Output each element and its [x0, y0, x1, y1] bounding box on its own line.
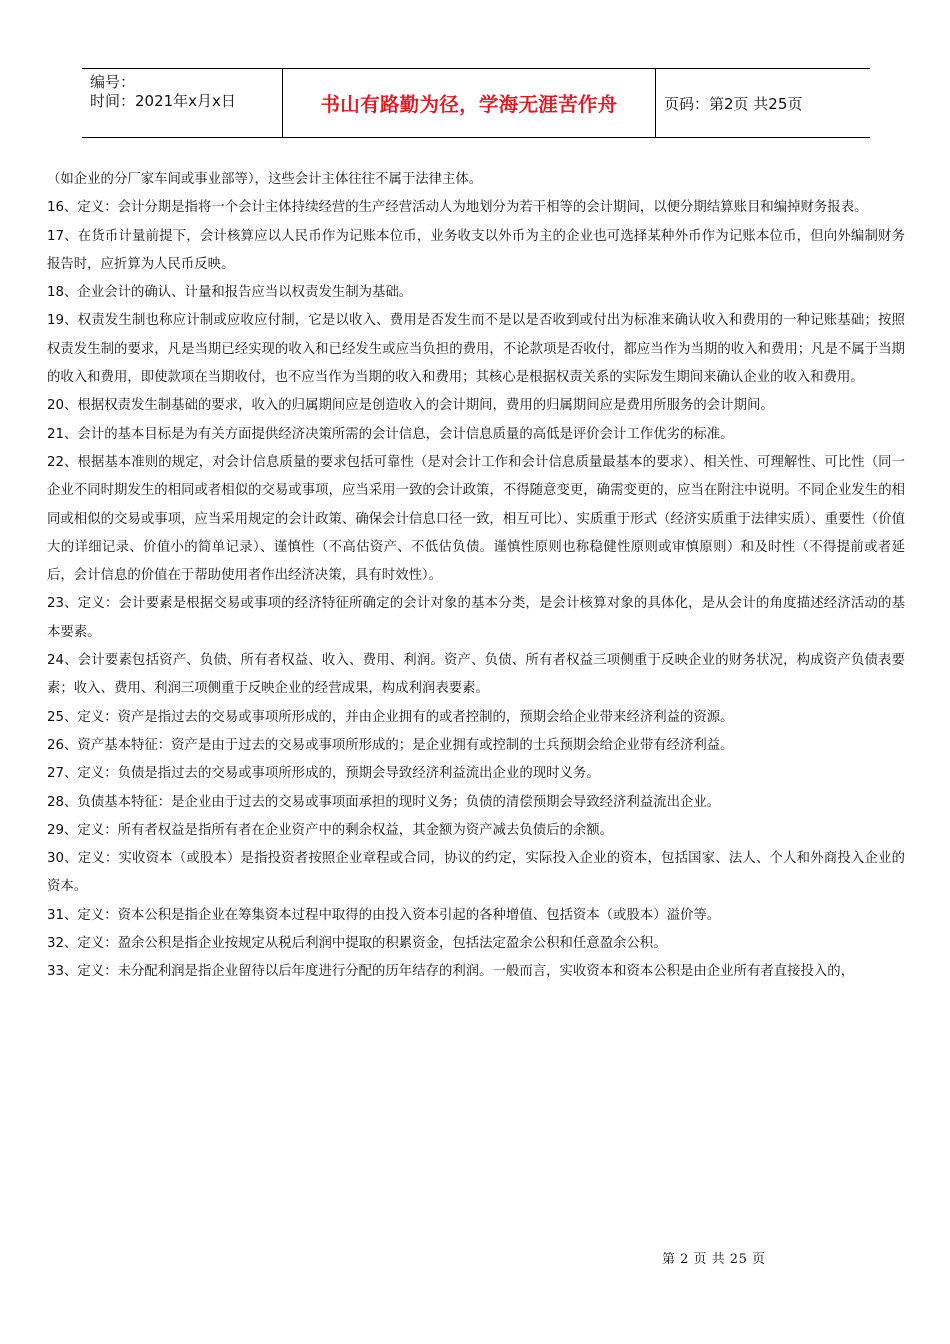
page-footer: 第 2 页 共 25 页: [662, 1252, 766, 1267]
paragraph: 32、定义：盈余公积是指企业按规定从税后利润中提取的积累资金，包括法定盈余公积和任意盈余公积。: [47, 936, 667, 952]
date-label: 时间：2021年x月x日: [90, 92, 236, 110]
paragraph: （如企业的分厂家车间或事业部等），这些会计主体往往不属于法律主体。: [47, 172, 483, 187]
document-body: [47, 166, 905, 987]
paragraph: 27、定义：负债是指过去的交易或事项所形成的，预期会导致经济利益流出企业的现时义务。: [47, 766, 600, 782]
paragraph: 23、定义：会计要素是根据交易或事项的经济特征所确定的会计对象的基本分类，是会计核算对象的具体化，是从会计的角度描述经济活动的基本要素。: [47, 596, 905, 640]
paragraph: 16、定义：会计分期是指将一个会计主体持续经营的生产经营活动人为地划分为若干相等的会计期间，以便分期结算账目和编掉财务报表。: [47, 200, 868, 216]
paragraph: 22、根据基本准则的规定，对会计信息质量的要求包括可靠性（是对会计工作和会计信息质量最基本的要求）、相关性、可理解性、可比性（同一企业不同时期发生的相同或者相似的交易或事项，应当采用一致的会计政策，不得随意变更，确需变更的，应当在附注中说明。不同企业发生的相同或相似的交易或事项，应当采用规定的会计政策、确保会计信息口径一致，相互可比）、实质重于形式（经济实质重于法律实质）、重要性（价值大的详细记录、价值小的简单记录）、谨慎性（不高估资产、不低估负债。谨慎性原则也称稳健性原则或审慎原则）和及时性（不得提前或者延后，会计信息的价值在于帮助使用者作出经济决策，具有时效性）。: [47, 454, 905, 584]
header-page-info: 页码：第2页 共25页: [664, 94, 803, 113]
paragraph: 28、负债基本特征：是企业由于过去的交易或事项面承担的现时义务；负债的清偿预期会导致经济利益流出企业。: [47, 794, 721, 810]
paragraph: 20、根据权责发生制基础的要求，收入的归属期间应是创造收入的会计期间，费用的归属期间应是费用所服务的会计期间。: [47, 398, 774, 414]
paragraph: 21、会计的基本目标是为有关方面提供经济决策所需的会计信息，会计信息质量的高低是评价会计工作优劣的标准。: [47, 426, 734, 442]
header-motto: 书山有路勤为径，学海无涯苦作舟: [282, 69, 656, 137]
paragraph: 24、会计要素包括资产、负债、所有者权益、收入、费用、利润。资产、负债、所有者权益三项侧重于反映企业的财务状况，构成资产负债表要素；收入、费用、利润三项侧重于反映企业的经营成果，构成利润表要素。: [47, 653, 905, 697]
paragraph: 31、定义：资本公积是指企业在筹集资本过程中取得的由投入资本引起的各种增值、包括资本（或股本）溢价等。: [47, 907, 721, 923]
document-header: [82, 68, 870, 138]
paragraph: 33、定义：未分配利润是指企业留待以后年度进行分配的历年结存的利润。一般而言，实收资本和资本公积是由企业所有者直接投入的，: [47, 964, 855, 980]
number-label: 编号：: [90, 73, 136, 91]
paragraph: 26、资产基本特征：资产是由于过去的交易或事项所形成的；是企业拥有或控制的士兵预期会给企业带有经济利益。: [47, 737, 734, 753]
paragraph: 19、权责发生制也称应计制或应收应付制，它是以收入、费用是否发生而不是以是否收到或付出为标准来确认收入和费用的一种记账基础；按照权责发生制的要求，凡是当期已经实现的收入和已经发生或应当负担的费用，不论款项是否收付，都应当作为当期的收入和费用；凡是不属于当期的收入和费用，即使款项在当期收付，也不应当作为当期的收入和费用；其核心是根据权责关系的实际发生期间来确认企业的收入和费用。: [47, 313, 905, 386]
paragraph: 25、定义：资产是指过去的交易或事项所形成的，并由企业拥有的或者控制的，预期会给企业带来经济利益的资源。: [47, 709, 734, 725]
paragraph: 17、在货币计量前提下，会计核算应以人民币作为记账本位币，业务收支以外币为主的企业也可选择某种外币作为记账本位币，但向外编制财务报告时，应折算为人民币反映。: [47, 228, 905, 272]
paragraph: 18、企业会计的确认、计量和报告应当以权责发生制为基础。: [47, 285, 413, 301]
header-meta: [82, 69, 282, 137]
paragraph: 29、定义：所有者权益是指所有者在企业资产中的剩余权益，其金额为资产减去负债后的余额。: [47, 822, 614, 838]
paragraph: 30、定义：实收资本（或股本）是指投资者按照企业章程或合同，协议的约定，实际投入企业的资本，包括国家、法人、个人和外商投入企业的资本。: [47, 851, 905, 895]
